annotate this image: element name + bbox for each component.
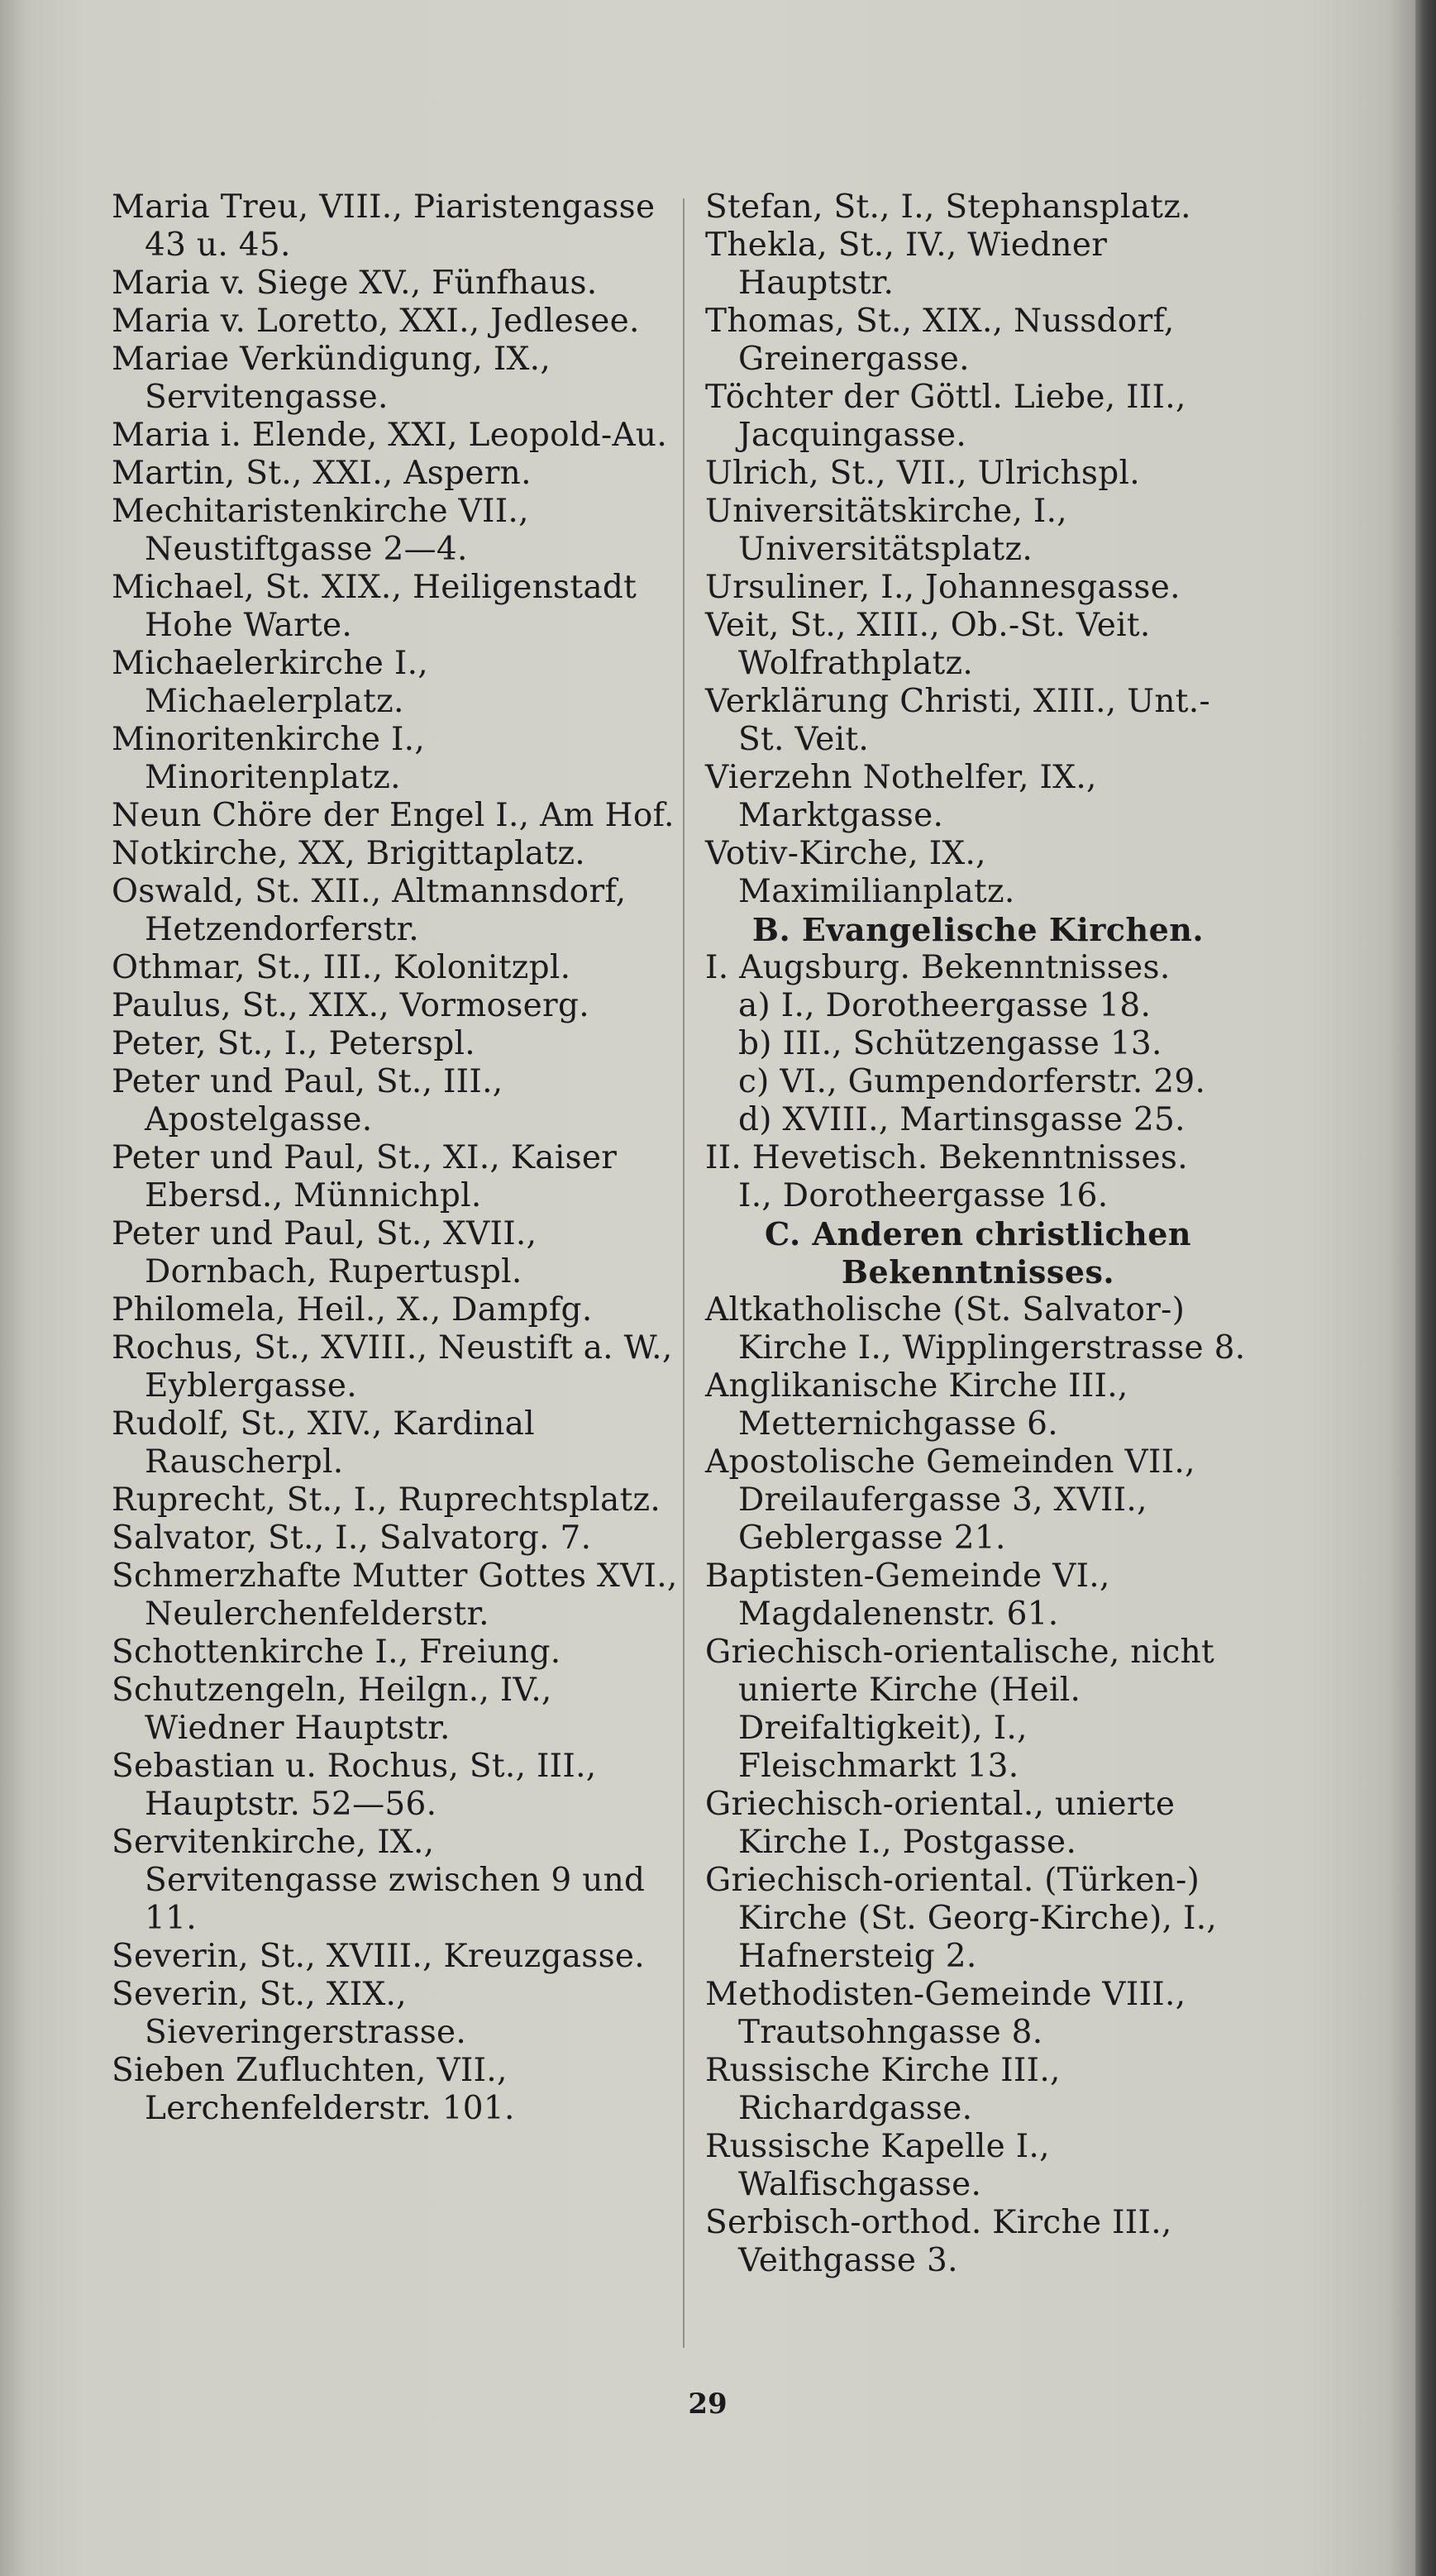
church-entry: Peter und Paul, St., XVII., Dornbach, Rupertuspl. [112,1215,537,1290]
church-entry: Paulus, St., XIX., Vormoserg. [112,987,589,1024]
church-entry: Rochus, St., XVIII., Neustift a. W., Eyblergasse. [112,1329,673,1405]
page-number: 29 [688,2388,728,2421]
church-entry: Sieben Zufluchten, VII., Lerchenfelderstr. 101. [112,2052,515,2127]
church-entry: Severin, St., XVIII., Kreuzgasse. [112,1938,646,1975]
church-entry: Methodisten-Gemeinde VIII., Trautsohngasse 8. [705,1976,1186,2051]
augsburg-item: d) XVIII., Martinsgasse 25. [738,1101,1186,1138]
church-entry: Griechisch-orientalische, nicht unierte Kirche (Heil. Dreifaltigkeit), I., Fleischmarkt 13. [705,1634,1214,1785]
church-entry: Altkatholische (St. Salvator-) Kirche I., Wipplingerstrasse 8. [705,1291,1246,1367]
augsburg-item: a) I., Dorotheergasse 18. [738,987,1152,1024]
church-entry: Rudolf, St., XIV., Kardinal Rauscherpl. [112,1405,535,1481]
church-entry: Maria v. Siege XV., Fünfhaus. [112,265,598,302]
section-b-heading: B. Evangelische Kirchen. [751,911,1205,948]
church-entry: Töchter der Göttl. Liebe, III., Jacquingasse. [705,379,1186,454]
church-entry: Stefan, St., I., Stephansplatz. [705,188,1191,226]
column-divider [683,198,685,2348]
church-entry: Anglikanische Kirche III., Metternichgasse 6. [705,1367,1128,1443]
church-entry: Servitenkirche, IX., Servitengasse zwischen 9 und 11. [112,1824,646,1937]
church-entry: Schmerzhafte Mutter Gottes XVI., Neulerchenfelderstr. [112,1558,678,1633]
right-column [705,188,1251,2280]
section-c-heading-continued: Bekenntnisses. [841,1253,1115,1290]
church-entry: Michael, St. XIX., Heiligenstadt Hohe Warte. [112,569,637,644]
church-entry: Baptisten-Gemeinde VI., Magdalenenstr. 61. [705,1558,1110,1633]
church-entry: Schutzengeln, Heilgn., IV., Wiedner Hauptstr. [112,1672,552,1747]
church-entry: Ruprecht, St., I., Ruprechtsplatz. [112,1481,661,1519]
church-entry: Griechisch-oriental. (Türken-) Kirche (St. Georg-Kirche), I., Hafnersteig 2. [705,1862,1218,1975]
church-entry: Veit, St., XIII., Ob.-St. Veit. Wolfrathplatz. [705,607,1151,682]
church-entry: Martin, St., XXI., Aspern. [112,455,532,492]
section-c-heading: C. Anderen christlichen [764,1215,1192,1252]
church-entry: Minoritenkirche I., Minoritenplatz. [112,721,426,796]
church-entry: Russische Kirche III., Richardgasse. [705,2052,1061,2127]
book-edge [1415,0,1436,2576]
church-entry: Michaelerkirche I., Michaelerplatz. [112,645,428,720]
church-entry: Notkirche, XX, Brigittaplatz. [112,835,585,872]
church-entry: Universitätskirche, I., Universitätsplatz. [705,493,1067,568]
church-entry: Votiv-Kirche, IX., Maximilianplatz. [705,835,1015,910]
church-entry: Mariae Verkündigung, IX., Servitengasse. [112,341,551,416]
church-entry: Philomela, Heil., X., Dampfg. [112,1291,593,1329]
church-entry: Peter und Paul, St., XI., Kaiser Ebersd., Münnichpl. [112,1139,618,1214]
church-entry: Maria v. Loretto, XXI., Jedlesee. [112,303,640,340]
church-entry: Vierzehn Nothelfer, IX., Marktgasse. [705,759,1097,834]
church-entry: Thekla, St., IV., Wiedner Hauptstr. [705,227,1108,302]
church-entry: Ursuliner, I., Johannesgasse. [705,569,1181,606]
church-entry: Severin, St., XIX., Sieveringerstrasse. [112,1976,467,2051]
church-entry: Oswald, St. XII., Altmannsdorf, Hetzendorferstr. [112,873,627,948]
church-entry: Serbisch-orthod. Kirche III., Veithgasse 3. [705,2204,1172,2279]
church-entry: Russische Kapelle I., Walfischgasse. [705,2128,1050,2203]
church-entry: Verklärung Christi, XIII., Unt.-St. Veit. [705,683,1210,758]
church-entry: Schottenkirche I., Freiung. [112,1634,561,1671]
church-entry: Sebastian u. Rochus, St., III., Hauptstr. 52—56. [112,1748,597,1823]
church-entry: Salvator, St., I., Salvatorg. 7. [112,1519,592,1557]
church-entry: Mechitaristenkirche VII., Neustiftgasse 2—4. [112,493,529,568]
helvetic-title: II. Hevetisch. Bekenntnisses. [705,1139,1188,1176]
church-entry: Ulrich, St., VII., Ulrichspl. [705,455,1140,492]
church-entry: Peter, St., I., Peterspl. [112,1025,475,1062]
left-column [112,188,678,2128]
church-entry: Maria i. Elende, XXI, Leopold-Au. [112,417,668,454]
church-entry: Neun Chöre der Engel I., Am Hof. [112,797,675,834]
augsburg-item: b) III., Schützengasse 13. [738,1025,1162,1062]
helvetic-item: I., Dorotheergasse 16. [738,1177,1109,1214]
augsburg-title: I. Augsburg. Bekenntnisses. [705,949,1171,986]
church-entry: Apostolische Gemeinden VII., Dreilaufergasse 3, XVII., Geblergasse 21. [705,1443,1195,1557]
church-entry: Maria Treu, VIII., Piaristengasse 43 u. 45. [112,188,656,264]
church-entry: Thomas, St., XIX., Nussdorf, Greinergasse. [705,303,1175,378]
church-entry: Griechisch-oriental., unierte Kirche I., Postgasse. [705,1786,1176,1861]
church-entry: Peter und Paul, St., III., Apostelgasse. [112,1063,503,1138]
church-entry: Othmar, St., III., Kolonitzpl. [112,949,571,986]
augsburg-item: c) VI., Gumpendorferstr. 29. [738,1063,1206,1100]
